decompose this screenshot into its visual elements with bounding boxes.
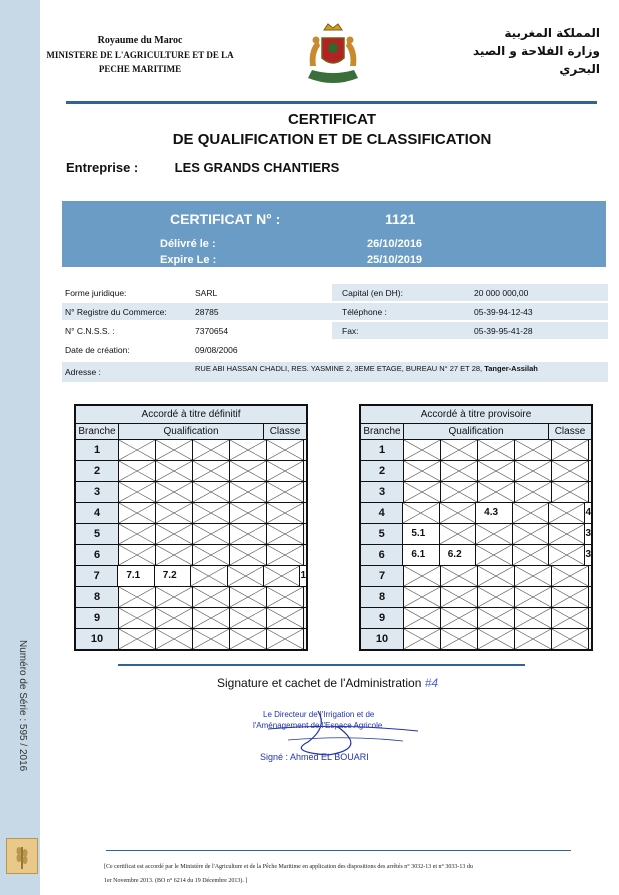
empty-cell: [267, 608, 304, 628]
empty-cell: [513, 524, 549, 544]
qualification-cell: [155, 566, 191, 586]
empty-cell: [515, 482, 552, 502]
footer-divider: [106, 850, 571, 851]
empty-cell: [230, 440, 267, 460]
empty-cell: [119, 545, 156, 565]
header-divider: [66, 101, 597, 104]
empty-cell: [304, 524, 306, 544]
branche-cell: 5: [76, 524, 119, 544]
empty-cell: [193, 503, 230, 523]
branche-cell: 4: [361, 503, 403, 523]
row-shade: [332, 322, 608, 339]
delivre-date: 26/10/2016: [367, 238, 423, 250]
empty-cell: [478, 608, 515, 628]
empty-cell: [549, 545, 585, 565]
table-row: [361, 608, 591, 629]
empty-cell: [513, 503, 549, 523]
branche-cell: 7: [76, 566, 118, 586]
classe-cell: 3: [585, 549, 591, 560]
qualification-value: 7.1: [126, 570, 141, 581]
footnote: [104, 860, 574, 888]
empty-cell: [119, 629, 156, 649]
classe-cell: 3: [585, 528, 591, 539]
empty-cell: [304, 629, 306, 649]
table-row: [361, 461, 591, 482]
empty-cell: [440, 503, 476, 523]
empty-cell: [476, 545, 512, 565]
empty-cell: [589, 608, 591, 628]
branche-cell: 8: [76, 587, 119, 607]
table-row: [361, 482, 591, 503]
empty-cell: [267, 587, 304, 607]
empty-cell: [304, 503, 306, 523]
empty-cell: [552, 440, 589, 460]
qualification-cell: [118, 566, 154, 586]
title-line-1: CERTIFICAT: [287, 111, 377, 128]
signature-handwritten: #4: [424, 676, 439, 690]
branche-cell: 2: [361, 461, 404, 481]
empty-cell: [304, 608, 306, 628]
forme-label: Forme juridique:: [65, 288, 127, 298]
empty-cell: [440, 524, 476, 544]
empty-cell: [193, 587, 230, 607]
empty-cell: [230, 503, 267, 523]
fax-label: Fax:: [342, 326, 359, 336]
empty-cell: [193, 482, 230, 502]
stamp-line-1: Le Directeur de l'Irrigation et de: [263, 710, 375, 719]
empty-cell: [230, 461, 267, 481]
header-kingdom: Royaume du Maroc: [97, 35, 183, 46]
empty-cell: [156, 461, 193, 481]
empty-cell: [478, 440, 515, 460]
empty-cell: [478, 482, 515, 502]
empty-cell: [230, 629, 267, 649]
empty-cell: [193, 545, 230, 565]
empty-cell: [267, 461, 304, 481]
empty-cell: [515, 608, 552, 628]
royal-emblem-icon: [298, 18, 368, 84]
empty-cell: [549, 503, 585, 523]
qualification-cell: [403, 545, 439, 565]
empty-cell: [267, 503, 304, 523]
empty-cell: [264, 566, 300, 586]
empty-cell: [230, 482, 267, 502]
table-header: [76, 424, 306, 440]
empty-cell: [404, 461, 441, 481]
table-caption: Accordé à titre provisoire: [361, 406, 591, 424]
empty-cell: [589, 587, 591, 607]
capital-value: 20 000 000,00: [474, 288, 529, 298]
empty-cell: [441, 440, 478, 460]
empty-cell: [404, 608, 441, 628]
empty-cell: [478, 629, 515, 649]
empty-cell: [515, 461, 552, 481]
info-row-forme: [62, 284, 608, 301]
info-row-creation: [62, 341, 608, 358]
empty-cell: [589, 440, 591, 460]
cnss-value: 7370654: [195, 326, 229, 336]
delivre-label: Délivré le :: [160, 238, 216, 250]
col-classe: Classe: [554, 426, 586, 437]
qualification-cell: [403, 524, 439, 544]
entreprise-value: LES GRANDS CHANTIERS: [174, 160, 340, 175]
empty-cell: [404, 587, 441, 607]
branche-cell: 6: [76, 545, 119, 565]
branche-cell: 10: [361, 629, 404, 649]
fax-value: 05-39-95-41-28: [474, 326, 533, 336]
table-row: [76, 545, 306, 566]
empty-cell: [230, 608, 267, 628]
header-ministry-2: PECHE MARITIME: [98, 64, 182, 74]
footnote-line-1: [Ce certificat est accordé par le Ministère de l'Agriculture et de la Pêche Maritime en application des dispositions des arrêtés n° 3032-13 et n° 3033-13 du: [104, 864, 473, 870]
empty-cell: [193, 608, 230, 628]
empty-cell: [404, 566, 441, 586]
col-branche: Branche: [76, 424, 119, 439]
table-caption: Accordé à titre définitif: [76, 406, 306, 424]
title-line-2: DE QUALIFICATION ET DE CLASSIFICATION: [172, 131, 492, 148]
empty-cell: [552, 461, 589, 481]
header-right: [430, 24, 600, 78]
empty-cell: [156, 608, 193, 628]
empty-cell: [193, 440, 230, 460]
signature-stamp: [228, 707, 428, 767]
empty-cell: [404, 440, 441, 460]
empty-cell: [513, 545, 549, 565]
empty-cell: [403, 503, 439, 523]
empty-cell: [552, 608, 589, 628]
empty-cell: [191, 566, 227, 586]
header-ministry: MINISTERE DE L'AGRICULTURE ET DE LA: [46, 50, 234, 60]
empty-cell: [515, 587, 552, 607]
empty-cell: [156, 629, 193, 649]
table-row: [361, 545, 591, 566]
branche-cell: 9: [361, 608, 404, 628]
adresse-value: [195, 364, 538, 373]
empty-cell: [476, 524, 512, 544]
col-classe: Classe: [269, 426, 301, 437]
empty-cell: [304, 461, 306, 481]
table-row: [361, 440, 591, 461]
empty-cell: [230, 587, 267, 607]
empty-cell: [228, 566, 264, 586]
empty-cell: [119, 440, 156, 460]
qualification-value: 5.1: [411, 528, 426, 539]
creation-value: 09/08/2006: [195, 345, 238, 355]
empty-cell: [478, 461, 515, 481]
empty-cell: [156, 524, 193, 544]
branche-cell: 10: [76, 629, 119, 649]
branche-cell: 7: [361, 566, 404, 586]
table-row: [76, 461, 306, 482]
branche-cell: 1: [361, 440, 404, 460]
empty-cell: [552, 587, 589, 607]
table-row: [361, 629, 591, 649]
empty-cell: [404, 482, 441, 502]
qualification-value: 4.3: [484, 507, 499, 518]
empty-cell: [589, 566, 591, 586]
empty-cell: [119, 461, 156, 481]
empty-cell: [552, 629, 589, 649]
col-branche: Branche: [361, 424, 404, 439]
empty-cell: [193, 629, 230, 649]
table-row: [76, 587, 306, 608]
adresse-street: RUE ABI HASSAN CHADLI, RES. YASMINE 2, 3EME ETAGE, BUREAU N° 27 ET 28,: [195, 364, 483, 373]
signature-divider: [118, 664, 525, 666]
empty-cell: [515, 629, 552, 649]
empty-cell: [589, 482, 591, 502]
info-row-adresse: [62, 362, 608, 382]
branche-cell: 9: [76, 608, 119, 628]
serial-number: Numéro de Série : 595 / 2016: [17, 640, 28, 772]
empty-cell: [441, 566, 478, 586]
empty-cell: [549, 524, 585, 544]
wheat-logo-icon: [6, 838, 38, 874]
cnss-label: N° C.N.S.S. :: [65, 326, 115, 336]
stamp-line-3: Signé : Ahmed EL BOUARI: [260, 752, 369, 762]
empty-cell: [441, 629, 478, 649]
handwritten-signature-icon: [228, 707, 428, 767]
table-row: [76, 629, 306, 649]
empty-cell: [304, 545, 306, 565]
empty-cell: [478, 566, 515, 586]
header-ministry-ar: وزارة الفلاحة و الصيد البحري: [472, 44, 600, 76]
capital-label: Capital (en DH):: [342, 288, 403, 298]
qualification-cell: [476, 503, 512, 523]
certificat-number: 1121: [385, 211, 416, 227]
empty-cell: [156, 587, 193, 607]
branche-cell: 1: [76, 440, 119, 460]
table-row: [76, 524, 306, 545]
empty-cell: [552, 482, 589, 502]
table-row: [76, 482, 306, 503]
empty-cell: [515, 566, 552, 586]
empty-cell: [119, 482, 156, 502]
empty-cell: [119, 587, 156, 607]
empty-cell: [267, 440, 304, 460]
table-definitif: [74, 404, 308, 651]
table-row: [361, 566, 591, 587]
branche-cell: 8: [361, 587, 404, 607]
forme-value: SARL: [195, 288, 218, 298]
empty-cell: [119, 608, 156, 628]
qualification-value: 6.1: [411, 549, 426, 560]
table-header: [361, 424, 591, 440]
empty-cell: [156, 503, 193, 523]
expire-date: 25/10/2019: [367, 254, 423, 266]
branche-cell: 2: [76, 461, 119, 481]
empty-cell: [119, 524, 156, 544]
empty-cell: [267, 524, 304, 544]
empty-cell: [552, 566, 589, 586]
classe-cell: 1: [300, 570, 306, 581]
table-row: [76, 440, 306, 461]
empty-cell: [267, 629, 304, 649]
table-provisoire: [359, 404, 593, 651]
qualification-cell: [440, 545, 476, 565]
empty-cell: [304, 440, 306, 460]
expire-label: Expire Le :: [160, 254, 217, 266]
empty-cell: [441, 461, 478, 481]
table-row: [76, 566, 306, 587]
empty-cell: [156, 440, 193, 460]
entreprise-label: Entreprise :: [66, 160, 139, 175]
col-qualification: Qualification: [119, 424, 264, 439]
info-row-registre: [62, 303, 608, 320]
telephone-label: Téléphone :: [342, 307, 387, 317]
creation-label: Date de création:: [65, 345, 130, 355]
header-left: [40, 34, 240, 76]
empty-cell: [441, 587, 478, 607]
classe-cell: 4: [585, 507, 591, 518]
table-row: [76, 608, 306, 629]
branche-cell: 4: [76, 503, 119, 523]
empty-cell: [441, 482, 478, 502]
left-sidebar: [0, 0, 40, 895]
page-title: [150, 110, 514, 150]
branche-cell: 3: [76, 482, 119, 502]
qualification-value: 7.2: [162, 570, 177, 581]
empty-cell: [478, 587, 515, 607]
certificat-box: [62, 201, 606, 267]
empty-cell: [193, 524, 230, 544]
empty-cell: [267, 482, 304, 502]
footnote-line-2: 1er Novembre 2013. (BO n° 6214 du 19 Décembre 2013). ]: [104, 878, 248, 884]
empty-cell: [441, 608, 478, 628]
empty-cell: [589, 629, 591, 649]
empty-cell: [515, 440, 552, 460]
table-row: [361, 524, 591, 545]
empty-cell: [404, 629, 441, 649]
branche-cell: 3: [361, 482, 404, 502]
table-row: [76, 503, 306, 524]
info-row-cnss: [62, 322, 608, 339]
adresse-label: Adresse :: [65, 367, 101, 377]
empty-cell: [156, 545, 193, 565]
signature-title-text: Signature et cachet de l'Administration: [217, 676, 422, 690]
empty-cell: [230, 524, 267, 544]
stamp-line-2: l'Aménagement de l'Espace Agricole: [253, 721, 383, 730]
empty-cell: [304, 482, 306, 502]
registre-value: 28785: [195, 307, 219, 317]
qualification-value: 6.2: [447, 549, 462, 560]
branche-cell: 6: [361, 545, 403, 565]
empty-cell: [589, 461, 591, 481]
empty-cell: [304, 587, 306, 607]
entreprise-row: [66, 160, 339, 175]
col-qualification: Qualification: [404, 424, 549, 439]
empty-cell: [230, 545, 267, 565]
table-row: [361, 587, 591, 608]
empty-cell: [267, 545, 304, 565]
adresse-city: Tanger-Assilah: [484, 364, 538, 373]
telephone-value: 05-39-94-12-43: [474, 307, 533, 317]
empty-cell: [193, 461, 230, 481]
header-kingdom-ar: المملكة المغربية: [504, 26, 600, 40]
empty-cell: [119, 503, 156, 523]
table-row: [361, 503, 591, 524]
branche-cell: 5: [361, 524, 403, 544]
empty-cell: [156, 482, 193, 502]
signature-title: [217, 676, 438, 690]
certificat-number-label: CERTIFICAT N° :: [170, 211, 281, 227]
registre-label: N° Registre du Commerce:: [65, 307, 167, 317]
